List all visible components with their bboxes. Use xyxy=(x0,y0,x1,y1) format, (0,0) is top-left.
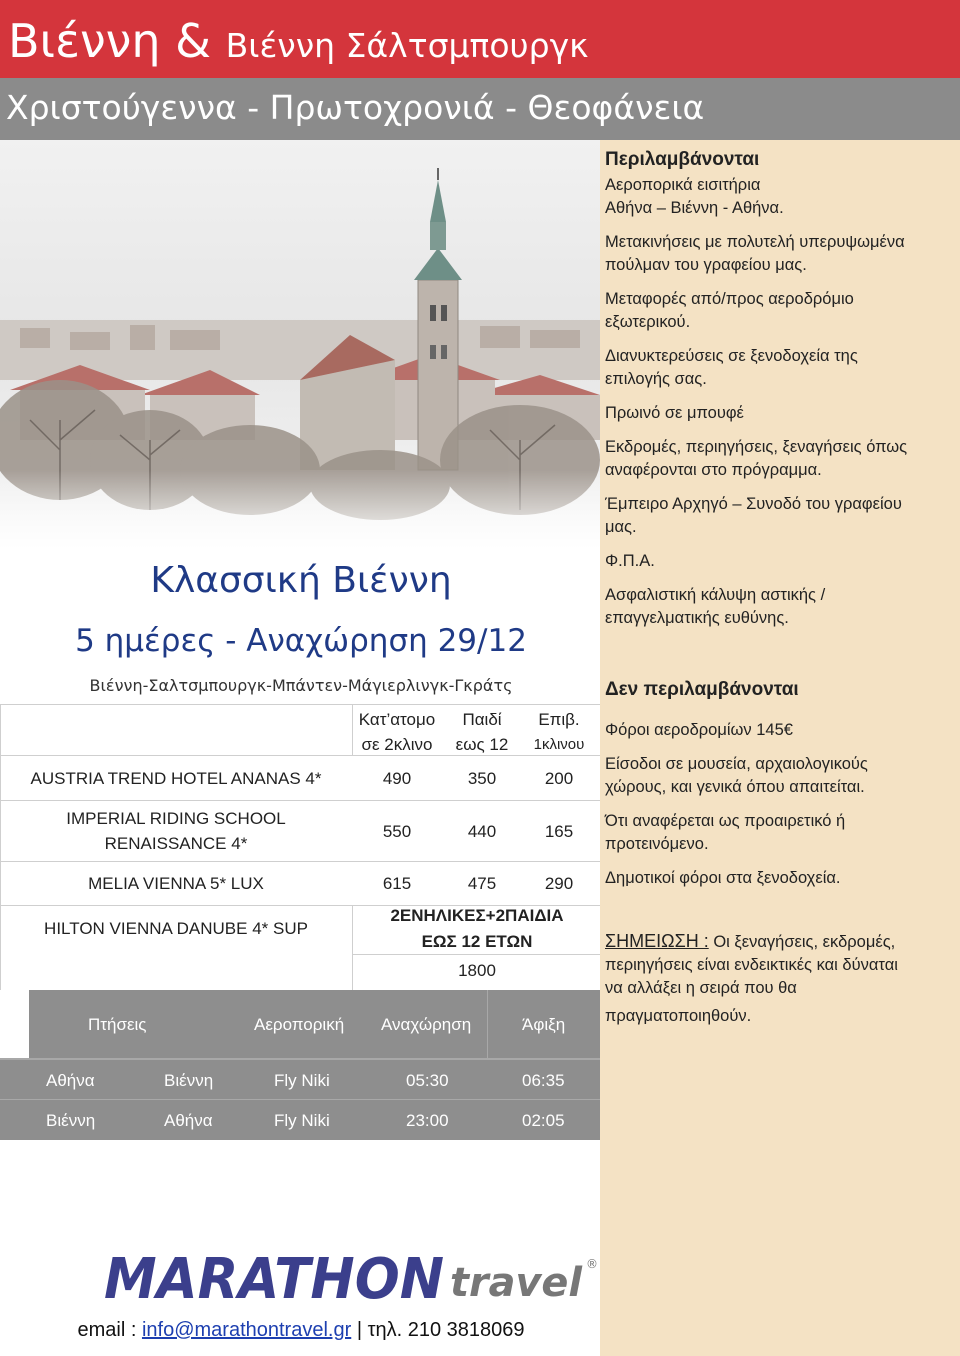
note-line: να αλλάξει η σειρά που θα xyxy=(605,979,797,997)
price-adult: 615 xyxy=(382,874,412,893)
hotel-name: AUSTRIA TREND HOTEL ANANAS 4* xyxy=(30,769,322,788)
not-included-item: χώρους, και γενικά όπου απαιτείται. xyxy=(605,778,865,796)
included-item: εξωτερικού. xyxy=(605,313,691,331)
header-child-line2: εως 12 xyxy=(455,735,509,754)
included-item: Ασφαλιστική κάλυψη αστικής / xyxy=(605,586,826,604)
family-package-price: 1800 xyxy=(458,961,496,980)
not-included-item: Φόροι αεροδρομίων 145€ xyxy=(605,721,793,739)
table-border xyxy=(352,704,353,755)
price-single: 165 xyxy=(544,822,574,841)
not-included-item: Δημοτικοί φόροι στα ξενοδοχεία. xyxy=(605,869,841,887)
flights-divider xyxy=(487,990,488,1058)
hotel-name-line2: RENAISSANCE 4* xyxy=(104,834,248,853)
family-package-label: 2ΕΝΗΛΙΚΕΣ+2ΠΑΙΔΙΑ ΕΩΣ 12 ΕΤΩΝ xyxy=(390,906,564,951)
table-border xyxy=(0,861,602,862)
header-adult-line1: Κατ’ατομο xyxy=(358,710,436,729)
flight-departure: 23:00 xyxy=(406,1111,449,1130)
price-single: 290 xyxy=(544,874,574,893)
header-single-line1: Επιβ. xyxy=(538,710,580,729)
included-item: Μεταφορές από/προς αεροδρόμιο xyxy=(605,290,854,308)
separator: | xyxy=(356,1319,363,1341)
hotel-name: IMPERIAL RIDING SCHOOL xyxy=(66,809,286,828)
svg-text:travel: travel xyxy=(450,1260,584,1306)
flights-header: Πτήσεις xyxy=(88,1015,147,1034)
included-item: Αθήνα – Βιέννη - Αθήνα. xyxy=(605,199,784,217)
included-item: Πρωινό σε μπουφέ xyxy=(605,404,744,422)
flight-to: Βιέννη xyxy=(164,1071,214,1090)
flight-from: Αθήνα xyxy=(46,1071,95,1090)
not-included-heading: Δεν περιλαμβάνονται xyxy=(605,679,799,700)
not-included-item: Είσοδοι σε μουσεία, αρχαιολογικούς xyxy=(605,755,868,773)
price-adult: 490 xyxy=(382,769,412,788)
included-item: επιλογής σας. xyxy=(605,370,707,388)
price-child: 475 xyxy=(467,874,497,893)
header-single-line2: 1κλινου xyxy=(533,736,585,753)
not-included-item: προτεινόμενο. xyxy=(605,835,709,853)
price-child: 350 xyxy=(467,769,497,788)
note-line: ΣΗΜΕΙΩΣΗ : Οι ξεναγήσεις, εκδρομές, xyxy=(605,931,896,951)
page-title: Βιέννη & Βιέννη Σάλτσμπουργκ xyxy=(8,14,589,68)
tour-name: Κλασσική Βιέννη xyxy=(150,560,452,601)
price-adult: 550 xyxy=(382,822,412,841)
flight-airline: Fly Niki xyxy=(274,1071,330,1090)
table-border xyxy=(0,800,602,801)
contact-line xyxy=(0,1316,602,1344)
not-included-item: Ότι αναφέρεται ως προαιρετικό ή xyxy=(605,812,846,830)
email-link[interactable]: info@marathontravel.gr xyxy=(141,1319,352,1341)
tour-route: Βιέννη-Σαλτσμπουργκ-Μπάντεν-Μάγιερλινγκ-Γκράτς xyxy=(89,676,513,695)
included-item: Εκδρομές, περιηγήσεις, ξεναγήσεις όπως xyxy=(605,438,908,456)
flight-arrival: 06:35 xyxy=(522,1071,565,1090)
flight-from: Βιέννη xyxy=(46,1111,96,1130)
included-item: αναφέρονται στο πρόγραμμα. xyxy=(605,461,822,479)
price-single: 200 xyxy=(544,769,574,788)
included-item: Φ.Π.Α. xyxy=(605,552,655,570)
included-item: επαγγελματικής ευθύνης. xyxy=(605,609,789,627)
departure-header: Αναχώρηση xyxy=(381,1015,472,1034)
flight-arrival: 02:05 xyxy=(522,1111,565,1130)
tour-days: 5 ημέρες - Αναχώρηση 29/12 xyxy=(75,623,527,659)
airline-header: Αεροπορική xyxy=(254,1015,345,1034)
page-subtitle: Χριστούγεννα - Πρωτοχρονιά - Θεοφάνεια xyxy=(6,88,705,127)
included-item: Έμπειρο Αρχηγό – Συνοδό του γραφείου xyxy=(605,495,902,513)
marathon-travel-logo xyxy=(100,1242,600,1312)
header-adult-line2: σε 2κλινο xyxy=(361,735,433,754)
note-line: περιηγήσεις είναι ενδεικτικές και δύναται xyxy=(605,956,898,974)
included-item: μας. xyxy=(605,518,637,536)
svg-text:®: ® xyxy=(586,1257,598,1271)
included-item: Αεροπορικά εισιτήρια xyxy=(605,176,761,194)
table-border xyxy=(0,704,602,705)
email-label: email : xyxy=(77,1319,137,1341)
arrival-header: Άφιξη xyxy=(522,1015,566,1034)
included-item: Μετακινήσεις με πολυτελή υπερυψωμένα xyxy=(605,233,905,251)
included-item: Διανυκτερεύσεις σε ξενοδοχεία της xyxy=(605,347,858,365)
included-item: πούλμαν του γραφείου μας. xyxy=(605,256,807,274)
hotel-name: HILTON VIENNA DANUBE 4* SUP xyxy=(44,919,308,938)
phone-number: τηλ. 210 3818069 xyxy=(367,1319,525,1341)
flight-to: Αθήνα xyxy=(164,1111,213,1130)
price-child: 440 xyxy=(467,822,497,841)
note-label: ΣΗΜΕΙΩΣΗ : xyxy=(605,931,709,951)
flight-airline: Fly Niki xyxy=(274,1111,330,1130)
note-line: πραγματοποιηθούν. xyxy=(605,1007,752,1025)
hotel-name: MELIA VIENNA 5* LUX xyxy=(88,874,264,893)
table-border xyxy=(0,755,602,756)
svg-text:MARATHON: MARATHON xyxy=(104,1247,444,1312)
header-child-line1: Παιδί xyxy=(462,710,502,729)
city-photo xyxy=(0,140,602,550)
included-heading: Περιλαμβάνονται xyxy=(605,149,760,170)
flight-departure: 05:30 xyxy=(406,1071,449,1090)
flights-divider xyxy=(0,1099,602,1100)
